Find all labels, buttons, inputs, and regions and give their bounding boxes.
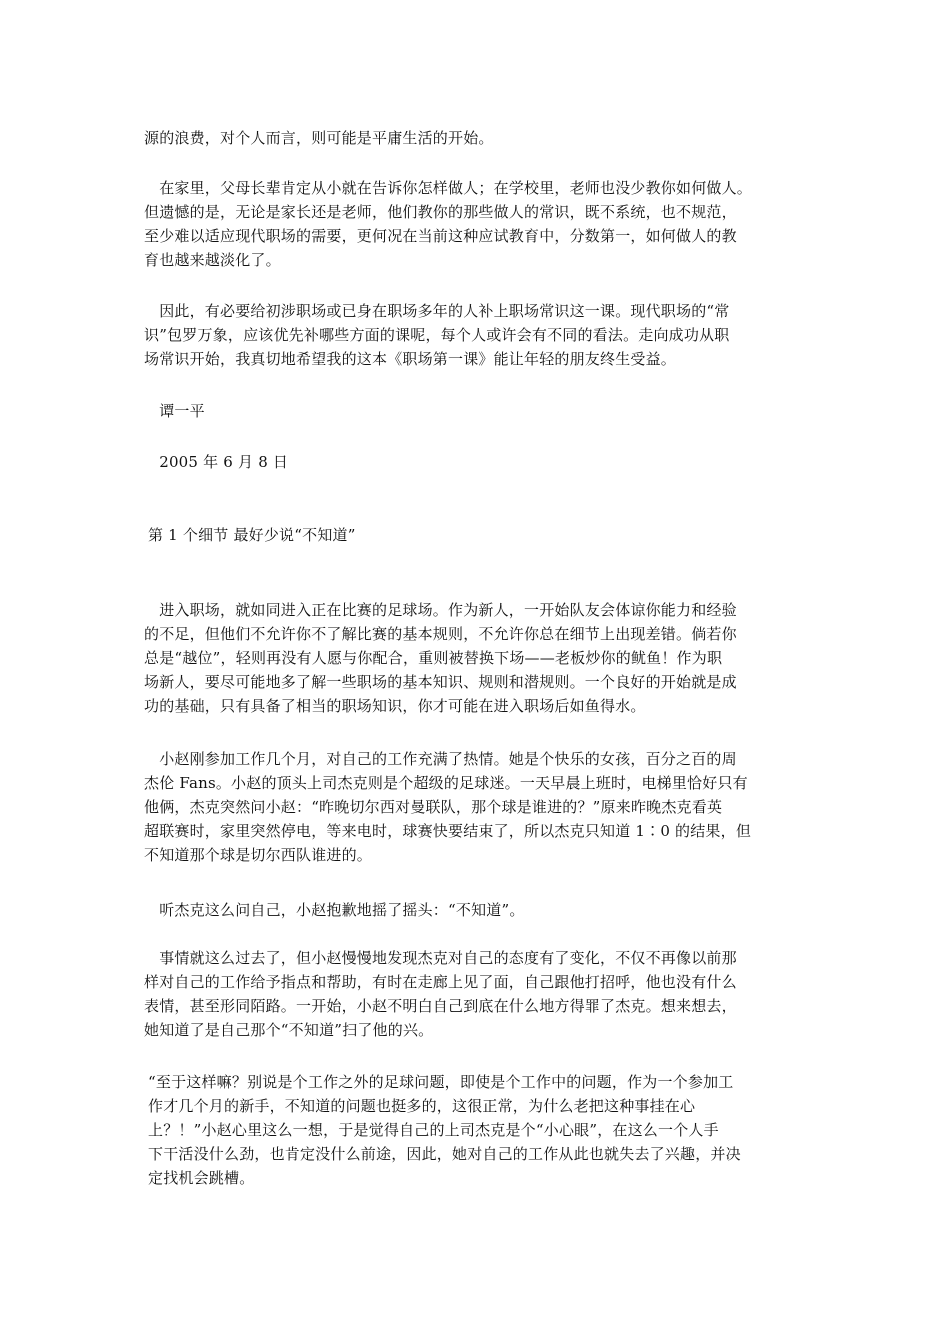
paragraph-line: 作才几个月的新手，不知道的问题也挺多的，这很正常，为什么老把这种事挂在心 xyxy=(148,1097,696,1115)
paragraph-line: 他俩，杰克突然问小赵：“昨晚切尔西对曼联队，那个球是谁进的？”原来昨晚杰克看英 xyxy=(144,798,723,816)
paragraph-line: 育也越来越淡化了。 xyxy=(144,251,281,269)
paragraph-line: 因此，有必要给初涉职场或已身在职场多年的人补上职场常识这一课。现代职场的“常 xyxy=(144,302,730,320)
passed-paragraph xyxy=(144,946,808,1042)
paragraph-line: 不知道那个球是切尔西队谁进的。 xyxy=(144,846,373,864)
paragraph-line: 表情，甚至形同陌路。一开始，小赵不明白自己到底在什么地方得罪了杰克。想来想去， xyxy=(144,997,737,1015)
intro-tail-paragraph xyxy=(144,126,808,150)
date-text: 2005 年 6 月 8 日 xyxy=(144,453,289,471)
paragraph-line: 杰伦 Fans。小赵的顶头上司杰克则是个超级的足球迷。一天早晨上班时，电梯里恰好只有 xyxy=(144,774,748,792)
paragraph-line: 的不足，但他们不允许你不了解比赛的基本规则，不允许你总在细节上出现差错。倘若你 xyxy=(144,625,737,643)
paragraph-line: 上？！”小赵心里这么一想，于是觉得自己的上司杰克是个“小心眼”，在这么一个人手 xyxy=(148,1121,719,1139)
chapter-title: 第 1 个细节 最好少说“不知道” xyxy=(148,526,356,544)
date-line xyxy=(144,450,808,474)
listen-paragraph xyxy=(144,898,808,922)
therefore-paragraph xyxy=(144,299,808,371)
so-paragraph xyxy=(148,1070,812,1190)
paragraph-line: 在家里，父母长辈肯定从小就在告诉你怎样做人；在学校里，老师也没少教你如何做人。 xyxy=(144,179,753,197)
author-line xyxy=(144,399,808,423)
paragraph-line: 场新人，要尽可能地多了解一些职场的基本知识、规则和潜规则。一个良好的开始就是成 xyxy=(144,673,737,691)
paragraph-line: 听杰克这么问自己，小赵抱歉地摇了摇头：“不知道”。 xyxy=(144,901,525,919)
paragraph-line: 她知道了是自己那个“不知道”扫了他的兴。 xyxy=(144,1021,434,1039)
paragraph-line: 至少难以适应现代职场的需要，更何况在当前这种应试教育中，分数第一，如何做人的教 xyxy=(144,227,737,245)
enter-paragraph xyxy=(144,598,808,718)
paragraph-line: 场常识开始，我真切地希望我的这本《职场第一课》能让年轻的朋友终生受益。 xyxy=(144,350,677,368)
paragraph-line: 超联赛时，家里突然停电，等来电时，球赛快要结束了，所以杰克只知道 1∶0 的结果，但 xyxy=(144,822,752,840)
paragraph-line: “至于这样嘛？别说是个工作之外的足球问题，即使是个工作中的问题，作为一个参加工 xyxy=(148,1073,734,1091)
paragraph-line: 进入职场，就如同进入正在比赛的足球场。作为新人，一开始队友会体谅你能力和经验 xyxy=(144,601,737,619)
home-paragraph xyxy=(144,176,808,272)
paragraph-line: 总是“越位”，轻则再没有人愿与你配合，重则被替换下场——老板炒你的鱿鱼！作为职 xyxy=(144,649,723,667)
paragraph-line: 小赵刚参加工作几个月，对自己的工作充满了热情。她是个快乐的女孩，百分之百的周 xyxy=(144,750,737,768)
paragraph-line: 样对自己的工作给予指点和帮助，有时在走廊上见了面，自己跟他打招呼，他也没有什么 xyxy=(144,973,737,991)
zhao-paragraph xyxy=(144,747,808,867)
paragraph-line: 但遗憾的是，无论是家长还是老师，他们教你的那些做人的常识，既不系统，也不规范， xyxy=(144,203,737,221)
author-name: 谭一平 xyxy=(144,402,205,420)
paragraph-line: 定找机会跳槽。 xyxy=(148,1169,255,1187)
paragraph-line: 事情就这么过去了，但小赵慢慢地发现杰克对自己的态度有了变化，不仅不再像以前那 xyxy=(144,949,737,967)
paragraph-line: 下干活没什么劲，也肯定没什么前途，因此，她对自己的工作从此也就失去了兴趣，并决 xyxy=(148,1145,741,1163)
paragraph-line: 源的浪费，对个人而言，则可能是平庸生活的开始。 xyxy=(144,129,494,147)
paragraph-line: 识”包罗万象，应该优先补哪些方面的课呢，每个人或许会有不同的看法。走向成功从职 xyxy=(144,326,730,344)
paragraph-line: 功的基础，只有具备了相当的职场知识，你才可能在进入职场后如鱼得水。 xyxy=(144,697,646,715)
chapter-heading xyxy=(148,523,812,547)
